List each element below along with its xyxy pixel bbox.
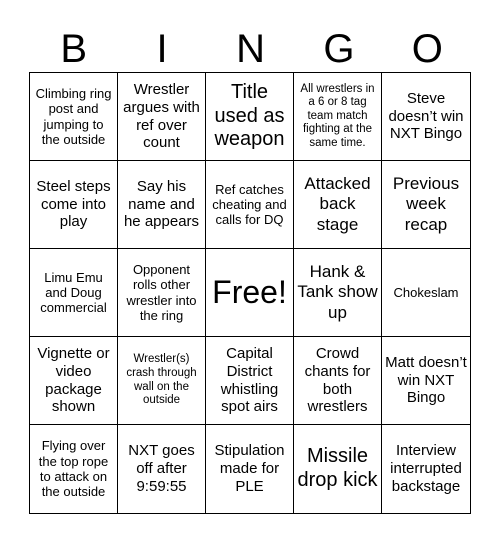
bingo-cell-r3c5[interactable]: Chokeslam	[382, 249, 470, 337]
bingo-cell-free[interactable]: Free!	[206, 249, 294, 337]
bingo-cell-r5c5[interactable]: Interview interrupted backstage	[390, 442, 462, 495]
bingo-cell-r4c4[interactable]: Crowd chants for both wrestlers	[294, 337, 382, 425]
bingo-cell-r3c1[interactable]: Limu Emu and Doug commercial	[30, 249, 118, 337]
bingo-cell-r2c2[interactable]: Say his name and he appears	[118, 161, 206, 249]
bingo-cell-r1c2[interactable]: Wrestler argues with ref over count	[118, 73, 206, 161]
header-letter-o: O	[411, 27, 444, 71]
bingo-cell-r4c3[interactable]: Capital District whistling spot airs	[206, 337, 294, 425]
bingo-header	[30, 26, 472, 72]
bingo-cell-r2c1[interactable]: Steel steps come into play	[30, 161, 118, 249]
bingo-cell-r2c4[interactable]: Attacked back stage	[294, 161, 382, 249]
bingo-cell-r1c5[interactable]: Steve doesn’t win NXT Bingo	[382, 73, 470, 161]
bingo-cell-r5c1[interactable]: Flying over the top rope to attack on the outside	[30, 425, 118, 513]
bingo-cell-r5c4[interactable]: Missile drop kick	[294, 425, 382, 513]
header-letter-n: N	[236, 27, 266, 71]
bingo-grid	[29, 72, 471, 514]
header-letter-b: B	[60, 27, 89, 71]
bingo-cell-r4c2[interactable]: Wrestler(s) crash through wall on the outside	[118, 337, 206, 425]
bingo-cell-r1c1[interactable]: Climbing ring post and jumping to the outside	[30, 73, 118, 161]
bingo-cell-r3c4[interactable]: Hank & Tank show up	[294, 249, 382, 337]
header-letter-g: G	[323, 27, 356, 71]
bingo-cell-r4c5[interactable]: Matt doesn’t win NXT Bingo	[382, 337, 470, 425]
bingo-cell-r1c3[interactable]: Title used as weapon	[206, 73, 294, 161]
bingo-cell-r5c2[interactable]: NXT goes off after 9:59:55	[118, 425, 206, 513]
bingo-cell-r2c5[interactable]: Previous week recap	[382, 161, 470, 249]
header-letter-i: I	[156, 27, 169, 71]
bingo-cell-r5c3[interactable]: Stipulation made for PLE	[206, 425, 294, 513]
bingo-cell-r1c4[interactable]: All wrestlers in a 6 or 8 tag team match fighting at the same time.	[294, 73, 382, 161]
bingo-cell-r3c2[interactable]: Opponent rolls other wrestler into the ring	[118, 249, 206, 337]
bingo-cell-r2c3[interactable]: Ref catches cheating and calls for DQ	[206, 161, 294, 249]
bingo-cell-r4c1[interactable]: Vignette or video package shown	[30, 337, 118, 425]
